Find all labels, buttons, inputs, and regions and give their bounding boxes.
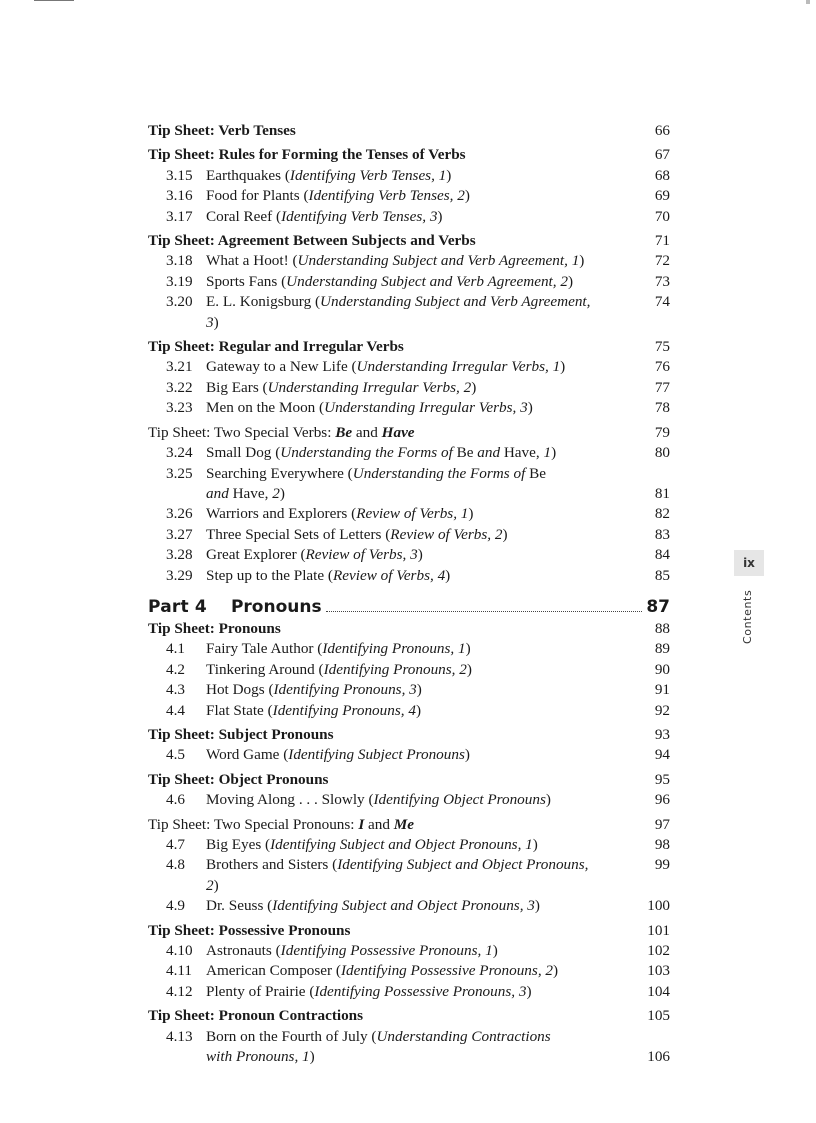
- entry-number: 3.16: [166, 187, 193, 205]
- entry-close: ): [465, 640, 471, 658]
- toc-entry-line[interactable]: [148, 378, 670, 398]
- table-of-contents: [148, 121, 670, 1067]
- entry-subtitle: Identifying Object Pronouns: [373, 791, 546, 809]
- toc-entry-line[interactable]: [148, 166, 670, 186]
- entry-text: [206, 251, 640, 271]
- page-number: 81: [654, 484, 670, 502]
- entry-subtitle: Understanding Subject and Verb Agreement, 1: [297, 252, 580, 270]
- entry-subtitle: Identifying Subject and Object Pronouns, 2: [206, 856, 589, 894]
- entry-subtitle: Understanding Contractions: [376, 1027, 551, 1045]
- tip-label: Tip Sheet: Regular and Irregular Verbs: [148, 338, 404, 356]
- entry-number: 4.8: [166, 856, 185, 874]
- entry-number: 3.17: [166, 207, 193, 225]
- page-number: 105: [647, 1007, 670, 1025]
- dot-leader: [326, 611, 643, 612]
- page-number: 106: [647, 1048, 670, 1066]
- entry-subtitle: 1: [543, 444, 552, 462]
- tip-label: and: [352, 423, 382, 441]
- toc-tip-sheet-line[interactable]: [148, 815, 670, 835]
- page-folio-tab: ix: [734, 550, 764, 576]
- entry-number: 3.28: [166, 546, 193, 564]
- page-number: 95: [654, 770, 670, 788]
- toc-entry-line[interactable]: [148, 639, 670, 659]
- entry-subtitle: Identifying Pronouns, 2: [323, 660, 467, 678]
- toc-tip-sheet-line[interactable]: [148, 423, 670, 443]
- entry-close: ): [545, 791, 551, 809]
- toc-tip-sheet-line[interactable]: [148, 121, 670, 141]
- entry-number: 3.20: [166, 293, 193, 311]
- entry-text: [206, 790, 640, 810]
- page-number: 85: [654, 566, 670, 584]
- page-number: 83: [654, 525, 670, 543]
- toc-entry-line[interactable]: [148, 790, 670, 810]
- entry-close: ): [213, 876, 219, 894]
- toc-group-pronouns-a: [148, 619, 670, 811]
- entry-text: [206, 982, 640, 1002]
- entry-close: ): [445, 566, 451, 584]
- toc-entry-line[interactable]: [148, 545, 670, 565]
- entry-title: Small Dog (: [206, 444, 281, 462]
- entry-close: ): [464, 187, 470, 205]
- page-number: 70: [654, 207, 670, 225]
- entry-number: 3.27: [166, 525, 193, 543]
- entry-close: ): [567, 272, 574, 290]
- toc-entry-line[interactable]: [148, 680, 670, 700]
- entry-number: 4.2: [166, 660, 185, 678]
- toc-entry-line[interactable]: [148, 855, 670, 896]
- toc-entry-line[interactable]: [148, 504, 670, 524]
- entry-close: ): [417, 546, 423, 564]
- entry-subtitle: Review of Verbs, 3: [305, 546, 418, 564]
- tip-term: Me: [393, 815, 415, 833]
- toc-entry-line[interactable]: [148, 1027, 670, 1047]
- entry-title: Great Explorer (: [206, 546, 306, 564]
- entry-term: Have,: [232, 484, 273, 502]
- entry-title: Earthquakes (: [206, 166, 290, 184]
- entry-subtitle: Identifying Subject and Object Pronouns, 3: [272, 897, 535, 915]
- entry-number: 4.13: [166, 1027, 193, 1045]
- entry-text: [206, 357, 640, 377]
- entry-text: [206, 745, 640, 765]
- entry-title: Astronauts (: [206, 942, 281, 960]
- entry-subtitle: and: [206, 484, 233, 502]
- entry-number: 3.18: [166, 252, 193, 270]
- part-heading[interactable]: [148, 597, 670, 617]
- entry-close: ): [532, 836, 538, 853]
- entry-subtitle: Identifying Verb Tenses, 2: [308, 187, 465, 205]
- entry-subtitle: Understanding Irregular Verbs, 1: [356, 358, 561, 376]
- entry-close: ): [446, 166, 452, 184]
- page-number: 91: [654, 681, 670, 699]
- toc-tip-sheet-line[interactable]: [148, 1006, 670, 1026]
- toc-tip-sheet-line[interactable]: [148, 725, 670, 745]
- entry-subtitle: Review of Verbs, 2: [390, 525, 503, 543]
- entry-text: [206, 292, 640, 333]
- entry-text: [206, 961, 640, 981]
- entry-number: 3.23: [166, 399, 193, 417]
- entry-number: 4.6: [166, 791, 185, 809]
- page-number: 103: [647, 962, 670, 980]
- page-number: 104: [647, 982, 670, 1000]
- entry-close: ): [553, 962, 559, 980]
- tip-label: and: [364, 815, 394, 833]
- entry-term: Have,: [503, 444, 544, 462]
- page-number: 101: [647, 921, 670, 939]
- page-number: 68: [654, 166, 670, 184]
- entry-text: [206, 378, 640, 398]
- entry-title: Tinkering Around (: [206, 660, 324, 678]
- entry-number: 3.25: [166, 464, 193, 482]
- entry-number: 3.26: [166, 505, 193, 523]
- page-number: 67: [654, 146, 670, 164]
- entry-title: Flat State (: [206, 701, 273, 719]
- entry-text: [206, 701, 640, 721]
- entry-text: [206, 207, 640, 227]
- entry-close: ): [471, 378, 477, 396]
- entry-close: ): [464, 746, 470, 764]
- page-number: 72: [654, 252, 670, 270]
- entry-text: [206, 186, 640, 206]
- page-number: 73: [654, 272, 670, 290]
- page-number: 76: [654, 358, 670, 376]
- entry-number: 4.11: [166, 962, 193, 980]
- entry-title: Men on the Moon (: [206, 399, 325, 417]
- entry-text: [206, 660, 640, 680]
- entry-number: 4.10: [166, 942, 193, 960]
- entry-close: ): [579, 252, 585, 270]
- entry-text: [206, 639, 640, 659]
- tip-label: Tip Sheet: Two Special Verbs:: [148, 423, 336, 441]
- entry-subtitle: Identifying Pronouns, 4: [272, 701, 416, 719]
- toc-entry-line[interactable]: [148, 982, 670, 1002]
- entry-subtitle: and: [473, 444, 504, 462]
- entry-text: [206, 525, 640, 545]
- entry-close: ): [415, 701, 421, 719]
- entry-number: 4.3: [166, 681, 185, 699]
- toc-entry-line[interactable]: [148, 398, 670, 418]
- toc-entry-line[interactable]: [148, 186, 670, 206]
- entry-number: 4.1: [166, 640, 185, 658]
- toc-entry-line[interactable]: [148, 896, 670, 916]
- toc-entry-line[interactable]: [148, 464, 670, 484]
- entry-subtitle: Understanding the Forms of: [280, 444, 457, 462]
- entry-title: Fairy Tale Author (: [206, 640, 323, 658]
- entry-title: Dr. Seuss (: [206, 897, 273, 915]
- toc-entry-line[interactable]: [148, 701, 670, 721]
- entry-text: [206, 166, 640, 186]
- entry-close: ): [526, 982, 532, 1000]
- toc-tip-sheet-line[interactable]: [148, 921, 670, 941]
- entry-title: Moving Along . . . Slowly (: [206, 791, 374, 809]
- entry-title: Plenty of Prairie (: [206, 982, 315, 1000]
- entry-text: [206, 566, 640, 586]
- tip-term: Be: [335, 423, 353, 441]
- page-number: 89: [654, 640, 670, 658]
- entry-close: ): [534, 897, 540, 915]
- toc-entry-line[interactable]: [148, 251, 670, 271]
- entry-title: Big Ears (: [206, 378, 268, 396]
- entry-text: [206, 680, 640, 700]
- toc-tip-sheet-line[interactable]: [148, 231, 670, 251]
- entry-title: Sports Fans (: [206, 272, 287, 290]
- toc-entry-line[interactable]: [148, 660, 670, 680]
- entry-text: [206, 398, 640, 418]
- entry-subtitle: Review of Verbs, 4: [332, 566, 446, 584]
- tip-label: Tip Sheet: Pronoun Contractions: [148, 1007, 364, 1025]
- toc-tip-sheet-line[interactable]: [148, 145, 670, 165]
- toc-entry-line[interactable]: [148, 207, 670, 227]
- page-number: 69: [654, 187, 670, 205]
- entry-number: 3.22: [166, 378, 193, 396]
- entry-text: [206, 272, 640, 292]
- entry-close: ): [492, 942, 498, 960]
- entry-title: Hot Dogs (: [206, 681, 274, 699]
- toc-entry-line[interactable]: [148, 745, 670, 765]
- entry-close: ): [560, 358, 566, 376]
- part-title: Pronouns: [230, 596, 322, 617]
- top-corner-mark: [806, 0, 810, 4]
- entry-subtitle: Understanding Irregular Verbs, 2: [267, 378, 472, 396]
- page-number: 99: [654, 856, 670, 874]
- tip-label: Tip Sheet: Possessive Pronouns: [148, 921, 351, 939]
- entry-number: 4.4: [166, 701, 185, 719]
- toc-tip-sheet-line[interactable]: [148, 619, 670, 639]
- toc-entry-line[interactable]: [148, 292, 670, 333]
- page-number: 82: [654, 505, 670, 523]
- toc-entry-line[interactable]: [148, 272, 670, 292]
- entry-number: 4.5: [166, 746, 185, 764]
- tip-label: Tip Sheet: Rules for Forming the Tenses of Verbs: [148, 146, 466, 164]
- entry-subtitle: Identifying Possessive Pronouns, 1: [280, 942, 493, 960]
- entry-text: [206, 855, 640, 896]
- page-number: 93: [654, 725, 670, 743]
- entry-subtitle: Identifying Subject Pronouns: [288, 746, 465, 764]
- tip-label: Tip Sheet: Pronouns: [148, 619, 281, 637]
- page-number: 75: [654, 338, 670, 356]
- page-number: 71: [654, 232, 670, 250]
- entry-subtitle: Identifying Pronouns, 1: [322, 640, 466, 658]
- tip-label: Tip Sheet: Object Pronouns: [148, 770, 329, 788]
- entry-text: [206, 835, 640, 855]
- page-number: 80: [654, 444, 670, 462]
- entry-subtitle: Understanding Irregular Verbs, 3: [324, 399, 528, 417]
- entry-term: Be: [456, 444, 474, 462]
- page-number: 97: [654, 815, 670, 833]
- entry-number: 4.12: [166, 982, 193, 1000]
- entry-title: Warriors and Explorers (: [206, 505, 357, 523]
- toc-entry-line[interactable]: [148, 357, 670, 377]
- entry-number: 4.7: [166, 836, 185, 853]
- toc-entry-line[interactable]: [148, 566, 670, 586]
- toc-tip-sheet-line[interactable]: [148, 337, 670, 357]
- page-number: 84: [654, 546, 670, 564]
- entry-subtitle: Review of Verbs, 1: [356, 505, 469, 523]
- toc-entry-continuation[interactable]: [148, 484, 670, 504]
- page-number: 66: [654, 122, 670, 139]
- entry-number: 3.19: [166, 272, 193, 290]
- top-corner-rule: [34, 0, 74, 1]
- entry-subtitle: 2: [272, 484, 280, 502]
- toc-entry-line[interactable]: [148, 835, 670, 855]
- entry-text: [206, 545, 640, 565]
- page-number: 74: [654, 293, 670, 311]
- entry-number: 3.21: [166, 358, 193, 376]
- entry-title: E. L. Konigsburg (: [206, 293, 321, 311]
- entry-close: ): [309, 1048, 315, 1066]
- entry-title: Born on the Fourth of July (: [206, 1027, 377, 1045]
- entry-subtitle: Identifying Possessive Pronouns, 2: [340, 962, 554, 980]
- tip-term: Have: [381, 423, 415, 441]
- entry-title: Three Special Sets of Letters (: [206, 525, 391, 543]
- toc-entry-line[interactable]: [148, 443, 670, 463]
- page-number: 98: [654, 836, 670, 853]
- entry-number: 3.29: [166, 566, 193, 584]
- page-number: 77: [654, 378, 670, 396]
- entry-number: 3.15: [166, 166, 193, 184]
- entry-close: ): [468, 505, 474, 523]
- entry-title: Brothers and Sisters (: [206, 856, 338, 874]
- entry-subtitle: Understanding the Forms of: [352, 464, 530, 482]
- page-number: 102: [647, 942, 670, 960]
- entry-title: Food for Plants (: [206, 187, 309, 205]
- page-number: 94: [654, 746, 670, 764]
- toc-group-verbs-b: [148, 504, 670, 586]
- entry-close: ): [279, 484, 285, 502]
- entry-title: What a Hoot! (: [206, 252, 298, 270]
- entry-subtitle: Identifying Possessive Pronouns, 3: [314, 982, 527, 1000]
- entry-close: ): [551, 444, 557, 462]
- tip-label: Tip Sheet: Verb Tenses: [148, 122, 296, 139]
- toc-entry-line[interactable]: [148, 941, 670, 961]
- page-number: 92: [654, 701, 670, 719]
- entry-title: American Composer (: [206, 962, 341, 980]
- entry-close: ): [213, 313, 219, 331]
- page-number: 88: [654, 619, 670, 637]
- page-number: 96: [654, 791, 670, 809]
- tip-label: Tip Sheet: Subject Pronouns: [148, 725, 334, 743]
- tip-label: Tip Sheet: Agreement Between Subjects and Verbs: [148, 232, 476, 250]
- entry-subtitle: Identifying Verb Tenses, 1: [289, 166, 447, 184]
- entry-close: ): [437, 207, 443, 225]
- entry-subtitle: Identifying Verb Tenses, 3: [281, 207, 438, 225]
- entry-term: Be: [529, 464, 546, 482]
- entry-close: ): [527, 399, 533, 417]
- entry-number: 3.24: [166, 444, 193, 462]
- page-number: 100: [647, 897, 670, 915]
- toc-group-pronouns-b: [148, 835, 670, 1027]
- entry-subtitle: Identifying Subject and Object Pronouns, 1: [270, 836, 533, 853]
- page-number: 78: [654, 399, 670, 417]
- tip-label: Tip Sheet: Two Special Pronouns:: [148, 815, 359, 833]
- page-number: 79: [654, 423, 670, 441]
- entry-subtitle: Identifying Pronouns, 3: [273, 681, 417, 699]
- entry-close: ): [502, 525, 508, 543]
- entry-title: Gateway to a New Life (: [206, 358, 357, 376]
- entry-close: ): [466, 660, 472, 678]
- toc-entry-line[interactable]: [148, 525, 670, 545]
- entry-title: Word Game (: [206, 746, 289, 764]
- entry-text: [206, 941, 640, 961]
- page-number: 90: [654, 660, 670, 678]
- toc-entry-continuation[interactable]: [148, 1047, 670, 1067]
- entry-title: Searching Everywhere (: [206, 464, 353, 482]
- part-label: Part 4: [148, 596, 207, 617]
- entry-subtitle: Understanding Subject and Verb Agreement, 3: [206, 293, 591, 331]
- entry-text: [206, 896, 640, 916]
- toc-group-verbs-a: [148, 121, 670, 419]
- entry-close: ): [416, 681, 422, 699]
- toc-tip-sheet-line[interactable]: [148, 770, 670, 790]
- entry-subtitle: Understanding Subject and Verb Agreement, 2: [286, 272, 568, 290]
- tip-term: I: [358, 815, 365, 833]
- part-page-number: 87: [646, 596, 670, 617]
- section-side-label: Contents: [741, 589, 754, 644]
- entry-text: [206, 504, 640, 524]
- entry-title: Big Eyes (: [206, 836, 271, 853]
- entry-subtitle: with Pronouns, 1: [206, 1048, 310, 1066]
- entry-number: 4.9: [166, 897, 185, 915]
- toc-entry-line[interactable]: [148, 961, 670, 981]
- entry-title: Step up to the Plate (: [206, 566, 333, 584]
- entry-title: Coral Reef (: [206, 207, 282, 225]
